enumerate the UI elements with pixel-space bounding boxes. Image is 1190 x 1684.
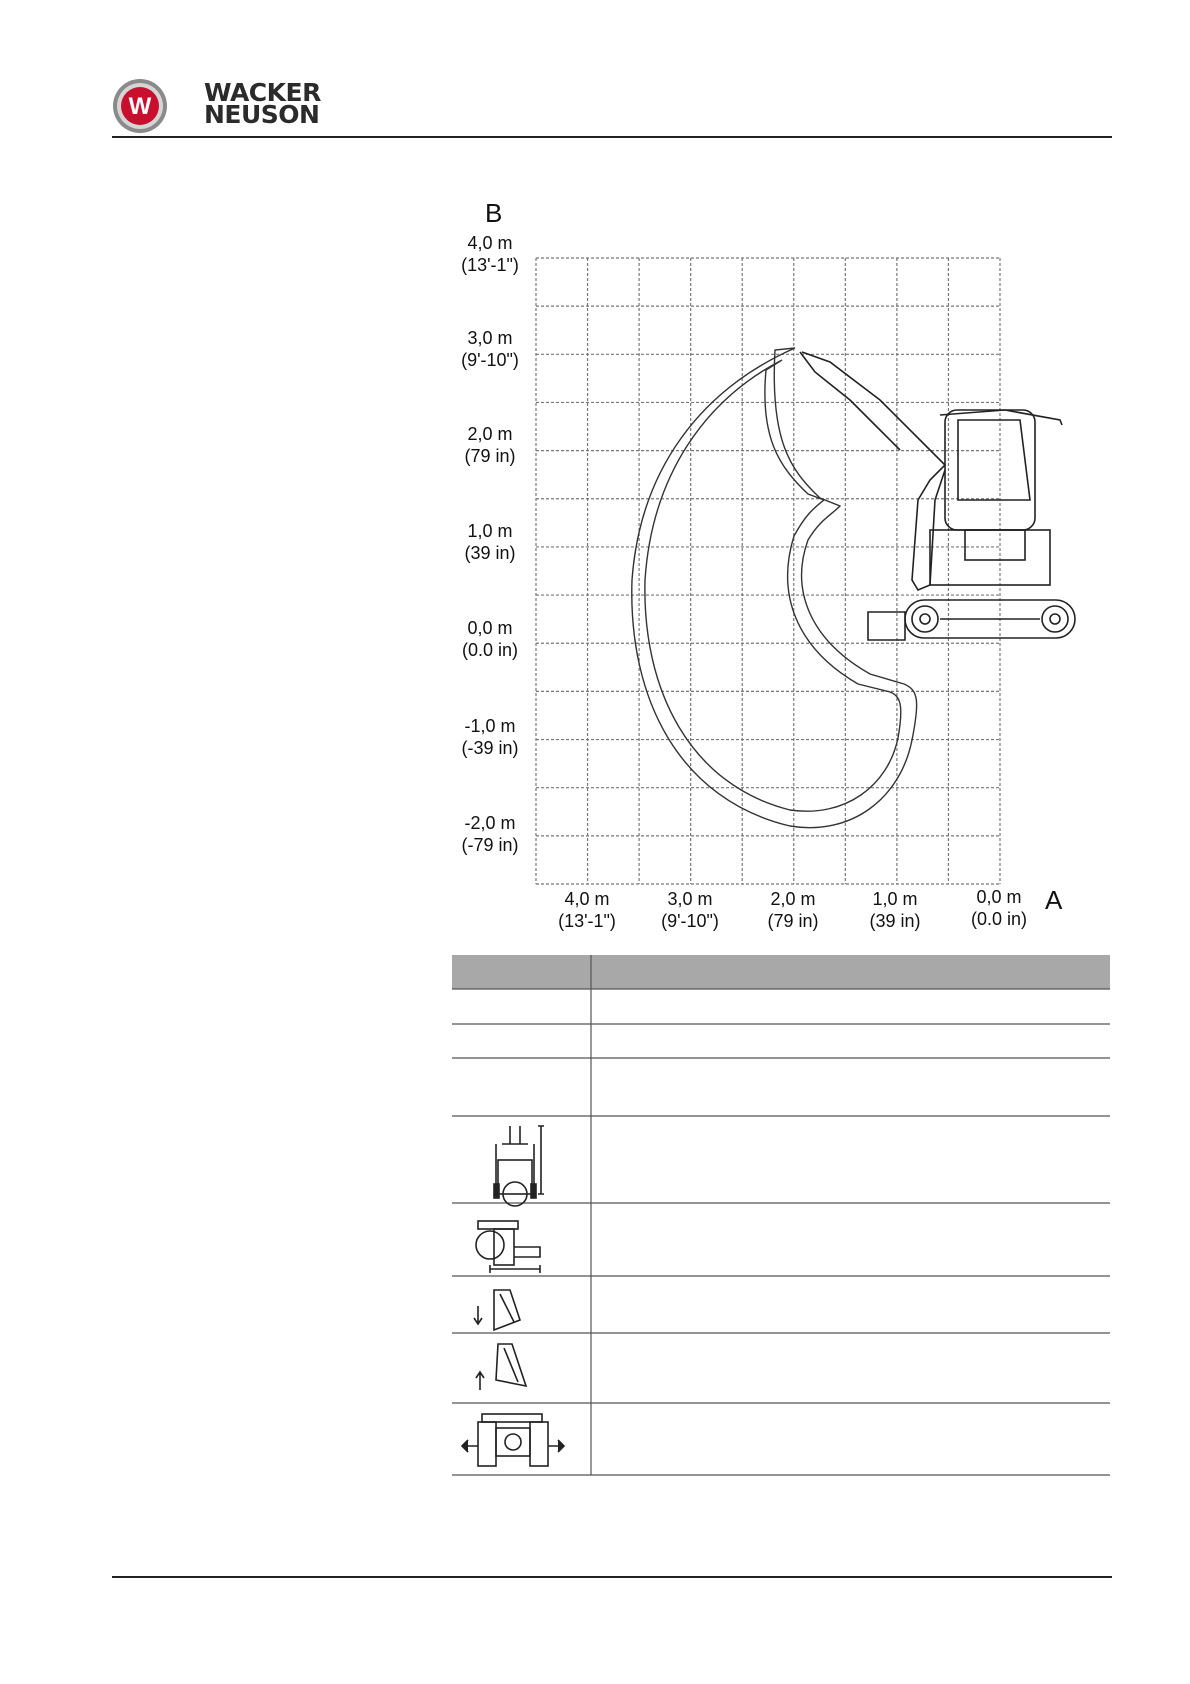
logo-letter: W [128,93,152,120]
height-dimension-icon [494,1126,544,1206]
y-tick-label: -2,0 m (-79 in) [461,813,519,855]
x-tick-label: 1,0 m (39 in) [869,889,921,931]
brand-line-2: NEUSON [204,100,320,129]
y-axis-title: B [485,198,503,228]
brand-line-1: WACKER [204,78,321,107]
y-tick-label: 1,0 m (39 in) [464,521,516,563]
table-header-row [452,955,1110,989]
y-tick-label: 4,0 m (13'-1") [461,233,519,275]
track-extend-icon [462,1414,564,1466]
blade-lower-icon [474,1290,520,1330]
x-tick-label: 2,0 m (79 in) [767,889,819,931]
x-axis-title: A [1045,885,1063,915]
width-dimension-icon [476,1221,540,1273]
y-tick-label: 3,0 m (9'-10") [461,328,519,370]
blade-raise-icon [476,1344,526,1390]
footer-rule [112,1576,1112,1578]
x-tick-label: 3,0 m (9'-10") [661,889,719,931]
y-tick-label: 0,0 m (0.0 in) [461,618,519,660]
x-tick-label: 0,0 m (0.0 in) [970,887,1028,929]
y-tick-label: -1,0 m (-39 in) [461,716,519,758]
y-tick-label: 2,0 m (79 in) [464,424,516,466]
x-tick-label: 4,0 m (13'-1") [558,889,616,931]
